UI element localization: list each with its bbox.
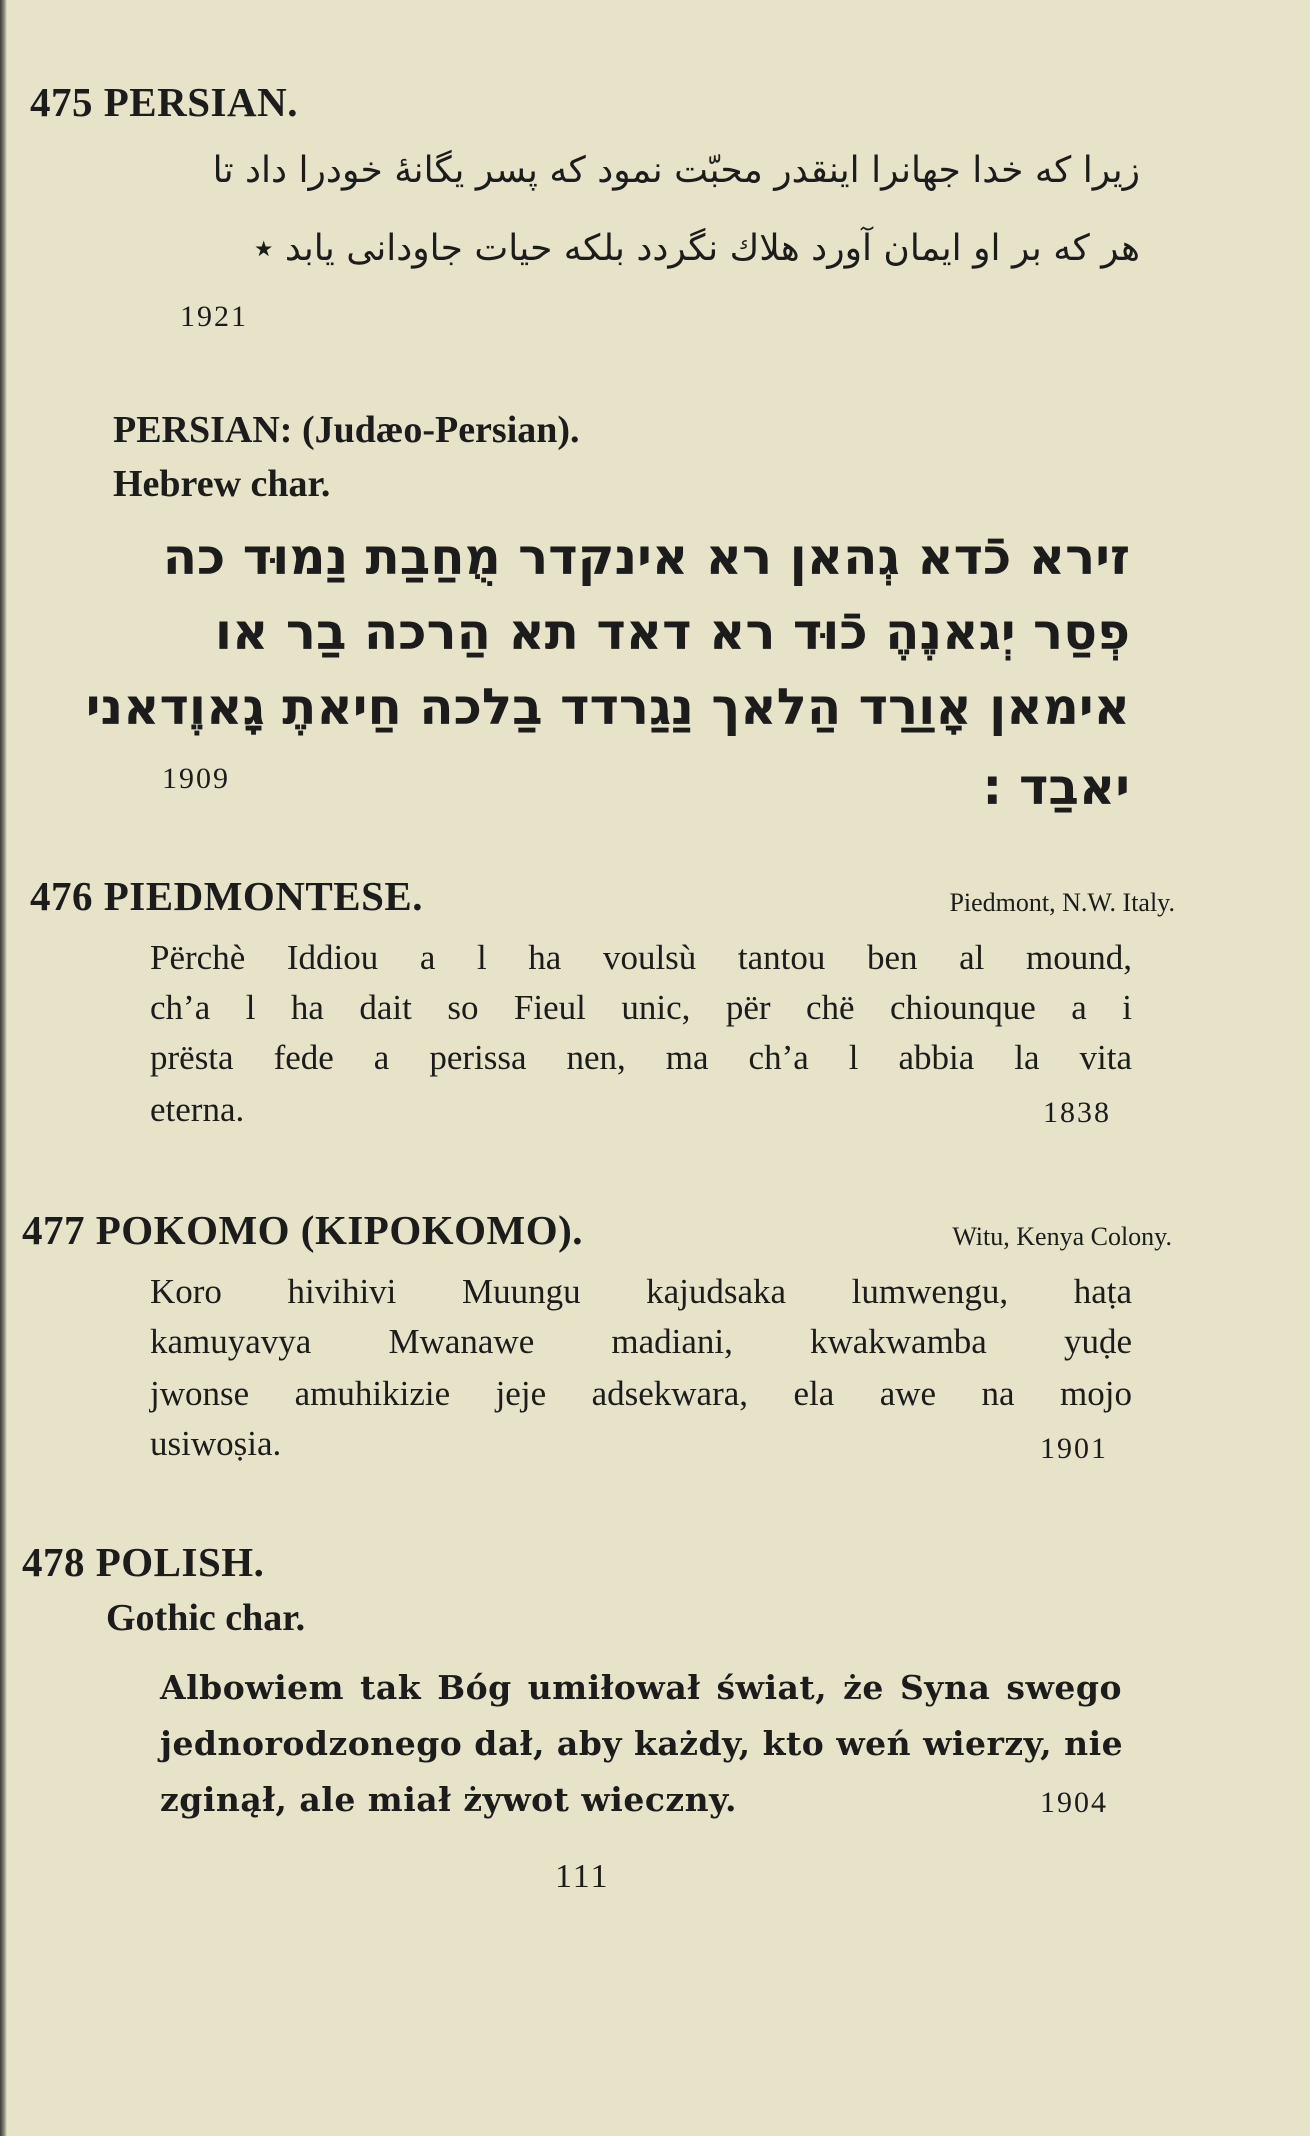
gothic-char-subheading: Gothic char. [106, 1597, 306, 1639]
hebrew-char-subheading: Hebrew char. [113, 463, 331, 505]
pokomo-text-line-3: jwonse amuhikizie jeje adsekwara, ela awe na mojo [150, 1374, 1132, 1413]
entry-heading-476: 476 PIEDMONTESE. [30, 873, 423, 919]
entry-year-478: 1904 [1040, 1786, 1108, 1819]
entry-heading-475: 475 PERSIAN. [30, 79, 298, 125]
piedmontese-text-line-1: Përchè Iddiou a l ha voulsù tantou ben al mound, [150, 938, 1132, 977]
pokomo-text-line-2: kamuyavya Mwanawe madiani, kwakwamba yuḍe [150, 1322, 1132, 1361]
entry-region-476: Piedmont, N.W. Italy. [949, 888, 1175, 917]
entry-heading-478: 478 POLISH. [22, 1539, 265, 1585]
entry-year-judaeo: 1909 [162, 762, 230, 795]
judaeo-persian-heading: PERSIAN: (Judæo-Persian). [113, 409, 580, 451]
persian-text-line-2: هر که بر او ایمان آورد هلاك نگردد بلکه حیات جاودانی یابد ٭ [253, 228, 1140, 269]
piedmontese-text-line-4: eterna. [150, 1090, 245, 1129]
hebrew-text-line-2: פְסַר יְגאנֶהֶ כֿוּד רא דאד תא הַרכה בַר או [214, 603, 1130, 661]
entry-heading-477: 477 POKOMO (KIPOKOMO). [22, 1207, 584, 1253]
pokomo-text-line-1: Koro hivihivi Muungu kajudsaka lumwengu, haṭa [150, 1272, 1132, 1311]
piedmontese-text-line-3: prësta fede a perissa nen, ma ch’a l abbia la vita [150, 1038, 1132, 1077]
hebrew-text-line-3: אימאן אָוַרַד הַלאך נַגַרדד בַלכה חַיאתֶ גָאוֶדאני [85, 678, 1130, 736]
hebrew-text-line-4: יאבַד ׃ [982, 758, 1130, 816]
persian-text-line-1: زیرا که خدا جهانرا اینقدر محبّت نمود که پسر یگانهٔ خودرا داد تا [212, 150, 1140, 191]
page-number: 111 [555, 1858, 610, 1895]
piedmontese-text-line-2: ch’a l ha dait so Fieul unic, për chë chiounque a i [150, 988, 1132, 1027]
polish-text-line-1: Albowiem tak Bóg umiłował świat, że Syna swego [160, 1668, 1122, 1707]
polish-text-line-2: jednorodzonego dał, aby każdy, kto weń wierzy, nie [160, 1724, 1124, 1763]
page-binding-shadow [0, 0, 7, 2136]
entry-year-475: 1921 [180, 300, 248, 333]
hebrew-text-line-1: זירא כֿדא גְהאן רא אינקדר מֻחַבַת נַמוּד כה [162, 528, 1130, 586]
entry-year-477: 1901 [1040, 1432, 1108, 1465]
entry-year-476: 1838 [1043, 1096, 1111, 1129]
polish-text-line-3: zginął, ale miał żywot wieczny. [160, 1780, 738, 1819]
pokomo-text-line-4: usiwoṣia. [150, 1424, 282, 1463]
entry-region-477: Witu, Kenya Colony. [952, 1222, 1172, 1251]
